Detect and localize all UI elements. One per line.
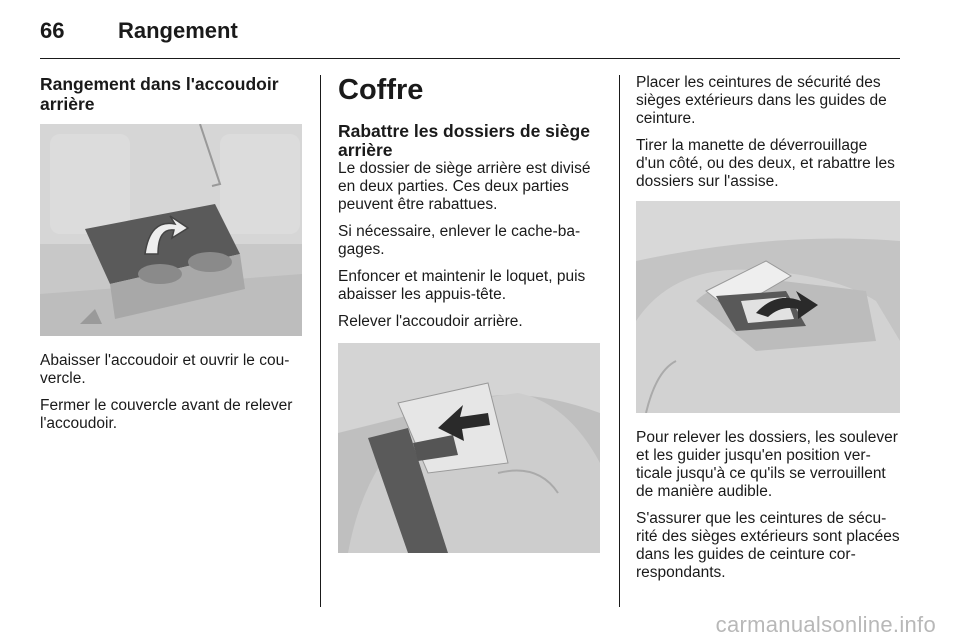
check-seatbelts-paragraph: S'assurer que les ceintures de sécurité des sièges extérieurs sont placées dans les guides de ceinture correspondants. [636, 510, 900, 581]
trunk-paragraph-2: Si nécessaire, enlever le cache-bagages. [338, 223, 581, 258]
page-header [40, 18, 910, 48]
release-lever-illustration [636, 201, 900, 413]
armrest-instruction-1: Abaisser l'accoudoir et ouvrir le couvercle. [40, 352, 290, 387]
seatbelt-paragraph-1: Placer les ceintures de sécurité des sièges extérieurs dans les guides de ceinture. [636, 74, 887, 127]
column-divider-1 [320, 75, 321, 607]
seatbelt-paragraph-2: Tirer la manette de déverrouillage d'un côté, ou des deux, et rabattre les dossiers sur l'assise. [636, 137, 895, 190]
trunk-paragraph-3: Enfoncer et maintenir le loquet, puis abaisser les appuis-tête. [338, 268, 586, 303]
column-armrest [40, 74, 302, 442]
raise-seats-paragraph: Pour relever les dossiers, les soulever et les guider jusqu'en position verticale jusqu'à ce qu'ils se verrouillent de manière audible. [636, 429, 898, 500]
page-number: 66 [40, 18, 65, 43]
trunk-paragraph-1: Le dossier de siège arrière est divisé en deux parties. Ces deux parties peuvent être rabattues. [338, 160, 591, 213]
column-trunk [338, 74, 602, 553]
armrest-cupholder-illustration [40, 124, 302, 336]
column-seatbelts [636, 74, 900, 591]
subsection-heading-fold-seats: Rabattre les dossiers de siège arrière [338, 121, 590, 160]
watermark: carmanualsonline.info [715, 612, 936, 637]
trunk-paragraph-4: Relever l'accoudoir arrière. [338, 313, 523, 330]
seatbelt-guide-illustration [338, 343, 600, 553]
section-heading-trunk: Coffre [338, 74, 424, 106]
header-rule [40, 58, 900, 59]
chapter-title: Rangement [118, 18, 238, 43]
column-divider-2 [619, 75, 620, 607]
armrest-instruction-2: Fermer le couvercle avant de relever l'accoudoir. [40, 397, 293, 432]
section-heading-armrest: Rangement dans l'accoudoir arrière [40, 74, 279, 114]
